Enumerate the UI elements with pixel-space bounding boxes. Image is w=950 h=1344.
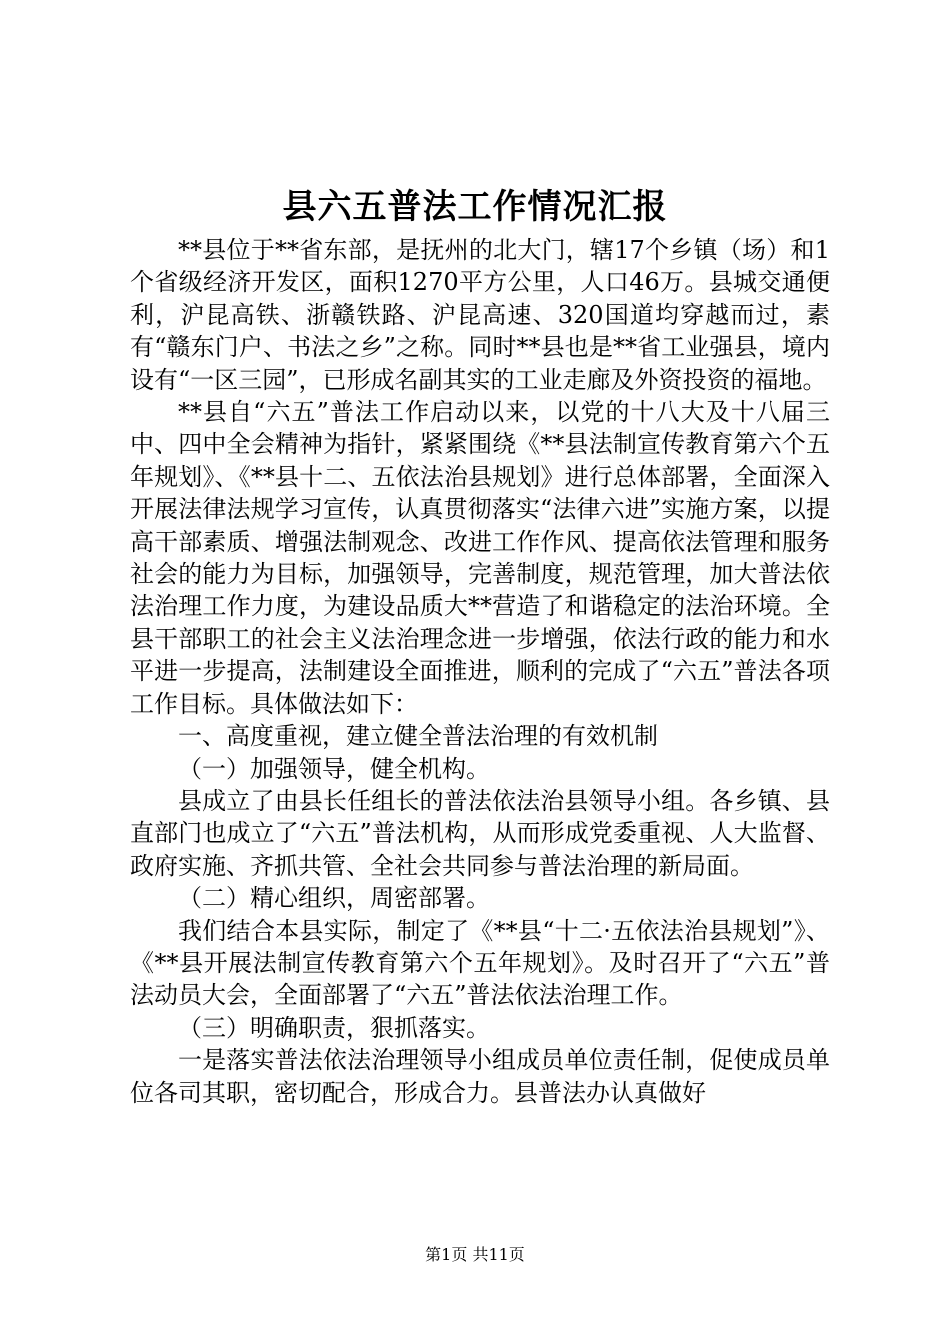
subsection-heading-1: （一）加强领导，健全机构。 [178,754,490,783]
page-footer: 第1页 共11页 [425,1245,525,1264]
paragraph-overview: **县自“六五”普法工作启动以来，以党的十八大及十八届三中、四中全会精神为指针，紧紧围绕《**县法制宣传教育第六个五年规划》、《**县十二、五依法治县规划》进行总体部署，全面深入开展法律法规学习宣传，认真贯彻落实“法律六进”实施方案，以提高干部素质、增强法制观念、改进工作作风、提高依法管理和服务社会的能力为目标，加强领导，完善制度，规范管理，加大普法依法治理工作力度，为建设品质大**营造了和谐稳定的法治环境。全县干部职工的社会主义法治理念进一步增强，依法行政的能力和水平进一步提高，法制建设全面推进，顺利的完成了“六五”普法各项工作目标。具体做法如下： [130,398,830,718]
paragraph-responsibility: 一是落实普法依法治理领导小组成员单位责任制，促使成员单位各司其职，密切配合，形成合力。县普法办认真做好 [130,1046,830,1107]
paragraph-intro: **县位于**省东部，是抚州的北大门，辖17个乡镇（场）和1个省级经济开发区，面积1270平方公里，人口46万。县城交通便利，沪昆高铁、浙赣铁路、沪昆高速、320国道均穿越而过，素有“赣东门户、书法之乡”之称。同时**县也是**省工业强县，境内设有“一区三园”，已形成名副其实的工业走廊及外资投资的福地。 [130,236,830,394]
document-title: 县六五普法工作情况汇报 [282,187,668,227]
document-body [130,234,830,1109]
section-heading-1: 一、高度重视，建立健全普法治理的有效机制 [178,722,658,751]
subsection-heading-3: （三）明确职责，狠抓落实。 [178,1013,490,1042]
subsection-heading-2: （二）精心组织，周密部署。 [178,884,490,913]
paragraph-leadership: 县成立了由县长任组长的普法依法治县领导小组。各乡镇、县直部门也成立了“六五”普法机构，从而形成党委重视、人大监督、政府实施、齐抓共管、全社会共同参与普法治理的新局面。 [130,786,830,880]
paragraph-planning: 我们结合本县实际，制定了《**县“十二·五依法治县规划”》、《**县开展法制宣传教育第六个五年规划》。及时召开了“六五”普法动员大会，全面部署了“六五”普法依法治理工作。 [130,916,830,1010]
